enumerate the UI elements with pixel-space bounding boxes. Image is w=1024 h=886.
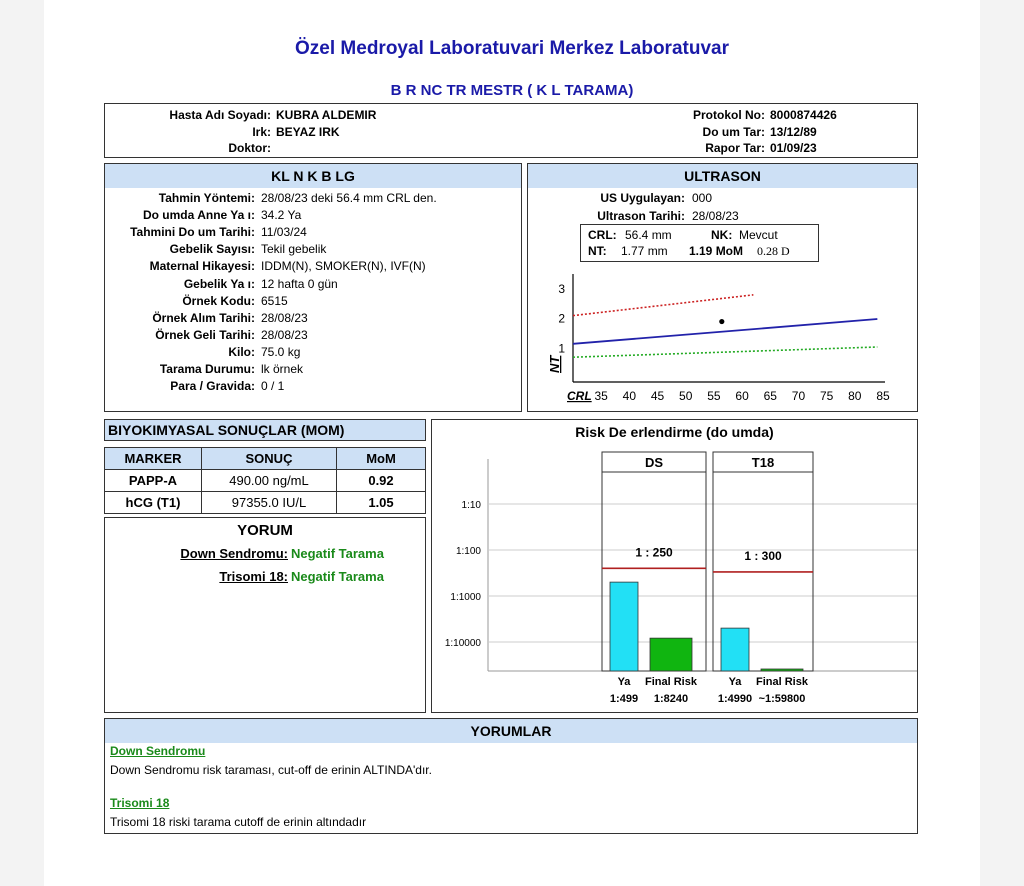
nt-x-tick-label: 65	[763, 389, 777, 403]
table-row	[105, 492, 426, 514]
risk-y-tick-label: 1:10	[461, 500, 481, 511]
risk-y-tick-label: 1:10000	[444, 638, 481, 649]
clinic-row-label: Kilo:	[228, 344, 255, 359]
clinic-row-label: Tahmin Yöntemi:	[158, 191, 255, 205]
us-date: 28/08/23	[692, 209, 739, 223]
clinic-row-value: 0 / 1	[261, 379, 285, 394]
clinic-row-value: 28/08/23 deki 56.4 mm CRL den.	[261, 191, 437, 205]
report-page	[44, 0, 980, 886]
clinic-row-label: Maternal Hikayesi:	[149, 259, 255, 274]
risk-bar	[650, 638, 692, 671]
risk-bar-value-label: 1:8240	[653, 693, 689, 705]
nt-x-tick-label: 55	[707, 389, 721, 403]
yorum-box	[104, 517, 426, 713]
biochem-table	[104, 447, 426, 514]
clinic-row-value: 75.0 kg	[261, 344, 301, 359]
patient-name: KUBRA ALDEMIR	[276, 108, 377, 122]
protocol-label: Protokol No:	[693, 108, 765, 122]
table-row	[105, 470, 426, 492]
result-cell: 490.00 ng/mL	[202, 470, 337, 492]
t18-result-value: Negatif Tarama	[291, 569, 384, 584]
yorumlar-header: YORUMLAR	[105, 719, 917, 743]
nt-x-tick-label: 50	[679, 389, 693, 403]
nt-y-tick-label: 3	[558, 281, 565, 296]
nt-series-line-2	[573, 347, 877, 357]
clinic-row-label: Örnek Kodu:	[182, 293, 255, 308]
biochem-header-row	[105, 448, 426, 470]
risk-bar	[721, 628, 749, 671]
clinic-row-label: Örnek Alım Tarihi:	[152, 310, 255, 325]
us-date-label: Ultrason Tarihi:	[597, 209, 685, 223]
report-date-label: Rapor Tar:	[705, 141, 765, 155]
nt-y-tick-label: 2	[558, 311, 565, 326]
nt-x-tick-label: 60	[735, 389, 749, 403]
nt-x-tick-label: 40	[622, 389, 637, 403]
nt-series-line-1	[573, 319, 877, 344]
clinic-row-value: IDDM(N), SMOKER(N), IVF(N)	[261, 259, 426, 274]
birth-date-label: Do um Tar:	[702, 125, 765, 139]
mom-cell: 0.92	[337, 470, 426, 492]
yorumlar-t18-text: Trisomi 18 riski tarama cutoff de erinin altındadır	[110, 815, 367, 829]
clinic-row-value: 6515	[261, 293, 288, 308]
nk-label: NK:	[711, 228, 733, 242]
nt-crl-box	[580, 224, 819, 262]
risk-chart-title: Risk De erlendirme (do umda)	[575, 424, 774, 440]
birth-date: 13/12/89	[770, 125, 817, 139]
risk-cutoff-label: 1 : 250	[635, 545, 673, 560]
crl-label: CRL:	[588, 228, 617, 242]
report-title: B R NC TR MESTR ( K L TARAMA)	[390, 82, 634, 99]
clinic-row-label: Para / Gravida:	[170, 379, 255, 394]
yorumlar-ds-title: Down Sendromu	[110, 744, 206, 758]
risk-y-tick-label: 1:1000	[450, 592, 481, 603]
t18-result-label: Trisomi 18:	[219, 569, 288, 584]
clinic-row-label: Gebelik Ya ı:	[183, 276, 255, 291]
lab-title: Özel Medroyal Laboratuvari Merkez Laboratuvar	[295, 38, 729, 59]
yorumlar-ds-text: Down Sendromu risk taraması, cut-off de erinin ALTINDA'dır.	[110, 763, 432, 777]
protocol-value: 8000874426	[770, 108, 837, 122]
biochem-header	[104, 419, 426, 441]
nt-label: NT:	[588, 244, 607, 258]
nt-value: 1.77 mm	[621, 244, 668, 258]
ds-result-value: Negatif Tarama	[291, 546, 384, 561]
clinic-row-label: Tahmini Do um Tarihi:	[130, 225, 255, 240]
clinic-info-box	[104, 163, 522, 412]
nt-x-tick-label: 70	[791, 389, 806, 403]
risk-chart-box	[431, 419, 918, 713]
clinic-row-value: 34.2 Ya	[261, 208, 302, 223]
clinic-row-label: Gebelik Sayısı:	[169, 242, 255, 257]
clinic-row-label: Örnek Geli Tarihi:	[155, 327, 255, 342]
patient-box	[104, 103, 918, 158]
clinic-row-label: Do umda Anne Ya ı:	[142, 208, 255, 223]
ultrason-header: ULTRASON	[528, 164, 917, 188]
nt-y-label: NT	[547, 355, 562, 373]
risk-bar	[761, 669, 803, 671]
us-operator: 000	[692, 191, 713, 205]
risk-group-name: DS	[644, 455, 664, 470]
yorum-header: YORUM	[237, 522, 293, 539]
nt-x-tick-label: 75	[819, 389, 834, 403]
nt-d-value: 0.28 D	[757, 244, 790, 258]
nt-x-tick-label: 45	[650, 389, 665, 403]
yorumlar-t18-title: Trisomi 18	[110, 796, 170, 810]
nk-value: Mevcut	[739, 228, 778, 242]
clinic-row-value: lk örnek	[261, 362, 304, 376]
clinic-row-value: 28/08/23	[261, 327, 308, 342]
nt-x-tick-label: 80	[848, 389, 862, 403]
report-date: 01/09/23	[770, 141, 817, 155]
patient-race-label: Irk:	[252, 125, 271, 139]
nt-mom: 1.19 MoM	[689, 244, 744, 258]
nt-x-tick-label: 35	[594, 389, 608, 403]
nt-x-tick-label: 85	[876, 389, 890, 403]
risk-bar-value-label: ~1:59800	[758, 693, 806, 705]
mom-cell: 1.05	[337, 492, 426, 514]
risk-cutoff-label: 1 : 300	[744, 548, 782, 563]
doctor-label: Doktor:	[228, 141, 271, 155]
nt-x-label: CRL	[567, 389, 592, 403]
us-operator-label: US Uygulayan:	[600, 191, 685, 205]
risk-bar	[610, 582, 638, 671]
risk-bar-value-label: 1:4990	[717, 693, 753, 705]
clinic-row-value: 11/03/24	[261, 225, 307, 240]
risk-chart	[432, 444, 917, 710]
risk-bar-value-label: 1:499	[609, 693, 639, 705]
risk-group-name: T18	[751, 455, 775, 470]
patient-name-label: Hasta Adı Soyadı:	[169, 108, 271, 122]
result-cell: 97355.0 IU/L	[202, 492, 337, 514]
col-mom: MoM	[337, 448, 426, 470]
risk-y-tick-label: 1:100	[455, 546, 481, 557]
patient-race: BEYAZ IRK	[276, 125, 340, 139]
risk-bar-label: Final Risk	[756, 676, 808, 688]
clinic-row-value: 12 hafta 0 gün	[261, 276, 338, 291]
clinic-info-header: KL N K B LG	[105, 164, 521, 188]
yorumlar-box	[104, 718, 918, 834]
risk-bar-label: Ya	[728, 676, 742, 688]
col-result: SONUÇ	[202, 448, 337, 470]
marker-cell: PAPP-A	[105, 470, 202, 492]
nt-series-line-0	[573, 295, 753, 316]
crl-value: 56.4 mm	[625, 228, 672, 242]
biochem-title: BIYOKIMYASAL SONUÇLAR (MOM)	[108, 422, 345, 438]
nt-patient-point	[719, 319, 724, 324]
col-marker: MARKER	[105, 448, 202, 470]
risk-bar-label: Final Risk	[645, 676, 697, 688]
clinic-row-value: Tekil gebelik	[261, 242, 327, 257]
ultrason-box	[527, 163, 918, 412]
marker-cell: hCG (T1)	[105, 492, 202, 514]
risk-bar-label: Ya	[617, 676, 631, 688]
ds-result-label: Down Sendromu:	[180, 546, 288, 561]
clinic-row-value: 28/08/23	[261, 310, 308, 325]
nt-y-tick-label: 1	[558, 341, 565, 356]
clinic-row-label: Tarama Durumu:	[159, 362, 255, 376]
nt-chart	[528, 266, 917, 406]
